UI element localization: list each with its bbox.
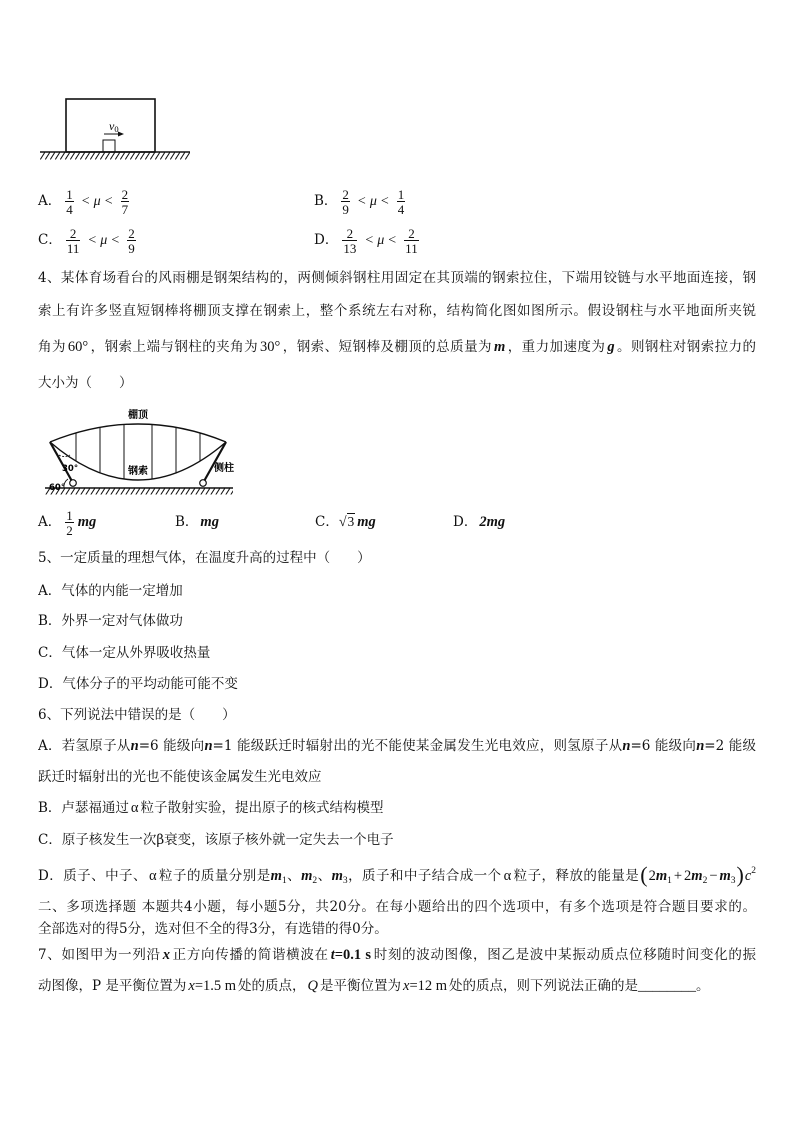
quantum-number: n (622, 738, 631, 754)
t-variable: t (330, 947, 335, 963)
fraction-one-half (65, 509, 74, 537)
denominator: 7 (121, 201, 129, 217)
position-value: =12 m (409, 978, 448, 994)
right-hinge (200, 480, 207, 487)
block-in-box-diagram (36, 95, 196, 165)
q5-option-a: A．气体的内能一定增加 (38, 583, 183, 599)
numerator: 2 (69, 225, 77, 241)
q5-option-d: D．气体分子的平均动能可能不变 (38, 676, 238, 692)
x-variable: x (403, 978, 410, 994)
alpha-symbol: α (503, 868, 512, 884)
option-letter: C． (315, 514, 339, 530)
less-than-sign: < (104, 194, 113, 209)
less-than-sign: < (365, 233, 374, 248)
q4-option-a (38, 507, 96, 537)
angle-value: 60° (67, 339, 89, 355)
mass-symbol: m (691, 868, 703, 884)
option-text: =6 能级向 (630, 738, 697, 754)
subscript: 3 (730, 876, 736, 886)
coefficient: 2 (684, 868, 692, 884)
x-variable: x (162, 947, 170, 963)
numerator: 1 (66, 186, 73, 202)
lower-bound-fraction (65, 188, 74, 216)
option-letter: A． (38, 514, 62, 530)
less-than-sign: < (111, 233, 120, 248)
radicand: 3 (347, 514, 355, 529)
mass-symbol: m (655, 868, 668, 884)
option-letter: C． (38, 232, 62, 248)
roof-label: 棚顶 (128, 410, 148, 421)
question-text: 正方向传播的简谐横波在 (172, 947, 329, 963)
q3-option-d (314, 225, 423, 255)
section-2-instructions-line-1: 二、多项选择题 本题共4小题，每小题5分，共20分。在每小题给出的四个选项中，有多个选项是符合题目要求的。 (38, 899, 756, 915)
friction-coefficient-symbol: μ (377, 233, 385, 248)
question-4-line-1: 4、某体育场看台的风雨棚是钢架结构的，两侧倾斜钢柱用固定在其顶端的钢索拉住，下端用铰链与水平地面连接，钢 (38, 270, 756, 286)
subscript: 1 (667, 876, 672, 886)
question-text: 时刻的波动图像，图乙是波中某振动质点位移随时间变化的振 (373, 947, 756, 963)
answer-blank: ________ (638, 978, 697, 994)
numerator: 2 (408, 225, 415, 241)
question-4-line-4: 大小为（ ） (38, 375, 133, 391)
question-5-stem: 5、一定质量的理想气体，在温度升高的过程中（ ） (38, 550, 371, 566)
mg-symbol: mg (77, 514, 97, 530)
question-4-line-2: 索上有许多竖直短钢棒将棚顶支撑在钢索上，整个系统左右对称，结构简化图如图所示。假设钢柱与水平地面所夹锐 (38, 303, 756, 319)
gravity-symbol: g (607, 339, 615, 355)
option-text: 粒子的质量分别是 (158, 868, 271, 884)
option-letter: D． (453, 514, 478, 530)
option-letter: A． (38, 193, 62, 209)
option-text: 粒子散射实验，提出原子的核式结构模型 (140, 800, 384, 816)
angle-30-label: 30° (62, 464, 79, 474)
separator: 、 (286, 868, 302, 884)
denominator: 9 (128, 240, 135, 256)
q4-option-d (453, 507, 507, 537)
upper-bound-fraction (121, 188, 130, 216)
q3-option-b (314, 186, 409, 216)
lower-bound-fraction (342, 227, 357, 255)
friction-coefficient-symbol: μ (369, 194, 377, 209)
mg-symbol: mg (357, 514, 376, 530)
lower-bound-fraction (66, 227, 81, 255)
quantum-number: n (696, 738, 705, 754)
option-text: =1 能级跃迁时辐射出的光不能使某金属发生光电效应，则氢原子从 (212, 738, 623, 754)
plus-sign: + (673, 868, 683, 884)
denominator: 9 (342, 201, 349, 217)
question-text: ，钢索、短钢棒及棚顶的总质量为 (282, 339, 492, 355)
q5-option-c: C．气体一定从外界吸收热量 (38, 645, 211, 661)
upper-bound-fraction (397, 188, 406, 216)
coefficient: 2 (648, 868, 656, 884)
mg-symbol: 2mg (479, 514, 506, 530)
denominator: 4 (397, 201, 405, 217)
left-hinge (70, 480, 77, 487)
denominator: 4 (66, 201, 73, 217)
less-than-sign: < (81, 194, 90, 209)
q-point-label: Q (307, 978, 319, 994)
numerator: 1 (397, 186, 405, 202)
subscript: 3 (342, 876, 348, 886)
option-text: A．若氢原子从 (38, 738, 131, 754)
exponent: 2 (751, 866, 756, 876)
q6-option-a-line-2: 跃迁时辐射出的光也不能使该金属发生光电效应 (38, 769, 322, 785)
question-6-stem: 6、下列说法中错误的是（ ） (38, 707, 236, 723)
friction-coefficient-symbol: μ (93, 194, 101, 209)
mass-symbol: m (331, 868, 343, 884)
option-text: =6 能级向 (138, 738, 205, 754)
question-text: 。则钢柱对钢索拉力的 (616, 339, 756, 355)
question-7-line-1 (38, 945, 756, 965)
question-text: ，重力加速度为 (507, 339, 606, 355)
numerator: 1 (66, 507, 73, 523)
question-text: 动图像，P 是平衡位置为 (38, 978, 187, 994)
velocity-symbol: v (109, 119, 115, 133)
q6-option-c: C．原子核发生一次β衰变，该原子核外就一定失去一个电子 (38, 832, 394, 848)
velocity-arrowhead (118, 132, 124, 137)
denominator: 11 (405, 240, 418, 256)
less-than-sign: < (380, 194, 389, 209)
q4-option-c (315, 507, 376, 537)
x-variable: x (188, 978, 195, 994)
friction-coefficient-symbol: μ (100, 233, 108, 248)
angle-value: 30° (260, 339, 281, 355)
option-text: ，质子和中子结合成一个 (347, 868, 502, 884)
option-text: D．质子、中子、 (38, 868, 147, 884)
denominator: 13 (343, 240, 357, 256)
mass-symbol: m (270, 868, 282, 884)
option-text: 粒子，释放的能量是 (513, 868, 640, 884)
position-value: =1.5 m (194, 978, 237, 994)
open-paren: ( (640, 862, 648, 887)
upper-bound-fraction (127, 227, 136, 255)
q5-option-b: B．外界一定对气体做功 (38, 613, 183, 629)
q6-option-a-line-1 (38, 736, 756, 756)
canopy-structure-diagram (40, 398, 240, 498)
question-4-line-3 (38, 337, 756, 357)
subscript: 2 (312, 876, 318, 886)
question-text: 处的质点， (238, 978, 306, 994)
question-text: ，钢索上端与钢柱的夹角为 (90, 339, 259, 355)
cable-label: 钢索 (128, 466, 148, 477)
subscript: 1 (281, 876, 287, 886)
option-letter: B． (314, 193, 338, 209)
numerator: 2 (121, 186, 129, 202)
ground-hatching (40, 153, 190, 160)
light-speed-symbol: c (744, 868, 752, 884)
option-text: B．卢瑟福通过 (38, 800, 129, 816)
small-block (103, 140, 115, 152)
less-than-sign: < (88, 233, 97, 248)
numerator: 2 (128, 225, 135, 241)
question-text: 角为 (38, 339, 66, 355)
lower-bound-fraction (341, 188, 350, 216)
less-than-sign: < (388, 233, 397, 248)
square-root-sign: √ (338, 515, 347, 530)
mass-symbol: m (719, 868, 731, 884)
q3-option-c (38, 225, 140, 255)
q4-option-b (175, 507, 221, 537)
q6-option-d (38, 861, 756, 891)
mass-symbol: m (301, 868, 313, 884)
q3-option-a (38, 186, 133, 216)
question-text: 。 (696, 978, 710, 994)
option-text: =2 能级 (704, 738, 756, 754)
denominator: 11 (66, 240, 80, 256)
angle-60-label: 60° (49, 483, 66, 493)
velocity-subscript: 0 (114, 124, 119, 134)
velocity-label (109, 119, 119, 134)
q6-option-b (38, 798, 756, 818)
quantum-number: n (204, 738, 213, 754)
alpha-symbol: α (130, 800, 139, 816)
mass-symbol: m (493, 339, 506, 355)
question-text: 7、如图甲为一列沿 (38, 947, 161, 963)
minus-sign: − (709, 868, 718, 884)
pillar-label: 侧柱 (214, 463, 234, 474)
ground-hatching (45, 489, 233, 495)
separator: 、 (317, 868, 332, 884)
denominator: 2 (66, 522, 73, 538)
quantum-number: n (130, 738, 139, 754)
less-than-sign: < (357, 194, 366, 209)
left-pillar (50, 442, 73, 483)
time-value: =0.1 s (334, 947, 372, 963)
mg-symbol: mg (200, 514, 219, 530)
question-7-line-2 (38, 976, 756, 996)
question-text: 是平衡位置为 (320, 978, 402, 994)
question-text: 处的质点，则下列说法正确的是 (449, 978, 639, 994)
close-paren: ) (736, 862, 744, 887)
alpha-symbol: α (148, 868, 157, 884)
numerator: 2 (346, 225, 354, 241)
section-2-instructions-line-2: 全部选对的得5分，选对但不全的得3分，有选错的得0分。 (38, 921, 388, 937)
numerator: 2 (342, 186, 349, 202)
subscript: 2 (702, 876, 708, 886)
option-letter: B． (175, 514, 199, 530)
option-letter: D． (314, 232, 339, 248)
upper-bound-fraction (404, 227, 419, 255)
